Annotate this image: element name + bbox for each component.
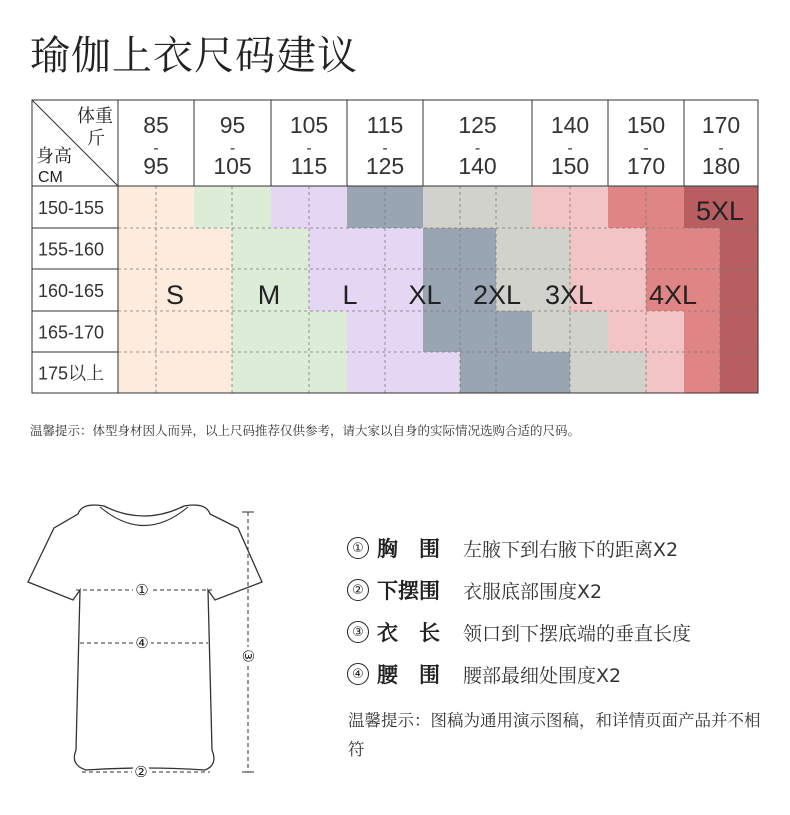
size-cell-3XL	[570, 186, 608, 228]
size-cell-L	[385, 352, 423, 393]
size-cell-3XL	[570, 228, 608, 269]
corner-weight-label: 体重	[77, 106, 113, 126]
waist-marker: ④	[135, 634, 149, 652]
weight-to: 150	[550, 153, 590, 179]
size-cell-S	[194, 311, 232, 352]
legend-item-chest	[347, 527, 691, 569]
legend-item-waist	[347, 653, 691, 695]
size-cell-XL	[496, 352, 532, 393]
measurement-legend	[347, 527, 691, 695]
size-cell-S	[118, 311, 156, 352]
size-cell-L	[423, 352, 460, 393]
size-cell-3XL	[646, 311, 684, 352]
weight-to: 95	[143, 153, 169, 179]
hem-marker: ②	[134, 763, 148, 781]
size-cell-M	[271, 228, 309, 269]
size-cell-S	[194, 352, 232, 393]
size-cell-S	[156, 311, 194, 352]
weight-from: 125	[458, 112, 497, 138]
size-cell-5XL	[720, 352, 758, 393]
size-cell-M	[232, 352, 271, 393]
size-cell-2XL	[532, 228, 570, 269]
size-cell-L	[385, 228, 423, 269]
size-cell-L	[347, 311, 385, 352]
weight-sep: -	[474, 140, 481, 157]
weight-to: 170	[626, 153, 666, 179]
weight-sep: -	[718, 140, 724, 157]
weight-header	[458, 112, 496, 179]
size-cell-XL	[423, 228, 460, 269]
size-cell-L	[309, 186, 347, 228]
corner-height-unit: CM	[38, 169, 63, 186]
size-cell-L	[309, 269, 347, 311]
chest-marker: ①	[135, 581, 149, 599]
weight-sep: -	[567, 140, 573, 157]
shirt-diagram	[0, 500, 330, 800]
height-row-label: 160-165	[38, 281, 105, 301]
weight-header	[213, 112, 251, 179]
legend-num: ②	[347, 579, 369, 601]
size-cell-S	[156, 186, 194, 228]
size-label-4XL: 4XL	[648, 280, 698, 310]
legend-desc: 腰部最细处围度X2	[463, 664, 622, 687]
weight-from: 95	[219, 112, 246, 138]
size-label-S: S	[165, 280, 185, 310]
weight-from: 115	[366, 112, 404, 138]
size-cell-3XL	[608, 311, 646, 352]
size-label-3XL: 3XL	[544, 280, 594, 310]
size-cell-M	[309, 311, 347, 352]
weight-to: 140	[458, 153, 497, 179]
size-cell-3XL	[532, 186, 570, 228]
size-cell-L	[347, 228, 385, 269]
size-cell-4XL	[684, 352, 720, 393]
weight-header	[366, 112, 404, 179]
height-row-label: 150-155	[38, 198, 105, 218]
size-cell-XL	[460, 228, 496, 269]
size-cell-M	[232, 228, 271, 269]
weight-to: 115	[290, 153, 328, 179]
weight-sep: -	[643, 140, 649, 157]
legend-label: 下摆围	[377, 579, 440, 603]
size-cell-M	[232, 186, 271, 228]
size-cell-S	[194, 228, 232, 269]
size-cell-2XL	[496, 228, 532, 269]
height-row-label: 165-170	[38, 322, 105, 343]
size-cell-M	[271, 311, 309, 352]
size-cell-L	[347, 352, 385, 393]
size-cell-4XL	[608, 186, 646, 228]
size-label-XL: XL	[408, 280, 442, 310]
legend-desc: 领口到下摆底端的垂直长度	[463, 622, 692, 645]
size-chart	[0, 98, 790, 398]
size-cell-2XL	[570, 352, 608, 393]
size-note: 温馨提示：体型身材因人而异，以上尺码推荐仅供参考，请大家以自身的实际情况选购合适的尺码。	[30, 423, 581, 438]
weight-header	[551, 112, 589, 179]
size-cell-XL	[385, 186, 423, 228]
legend-desc: 衣服底部围度X2	[463, 580, 603, 603]
size-cell-S	[156, 228, 194, 269]
size-cell-2XL	[608, 352, 646, 393]
size-cell-M	[232, 311, 271, 352]
size-cell-4XL	[684, 228, 720, 269]
size-cell-4XL	[684, 311, 720, 352]
weight-from: 170	[701, 112, 741, 138]
size-cell-XL	[496, 311, 532, 352]
weight-sep: -	[306, 140, 312, 157]
size-cell-S	[156, 352, 194, 393]
weight-header	[290, 112, 328, 179]
size-cell-3XL	[608, 228, 646, 269]
size-label-M: M	[257, 280, 281, 310]
size-cell-5XL	[720, 228, 758, 269]
size-cell-XL	[347, 186, 385, 228]
legend-num: ①	[347, 537, 369, 559]
size-cell-5XL	[720, 269, 758, 311]
legend-label: 胸 围	[377, 537, 440, 561]
size-cell-S	[194, 269, 232, 311]
size-cell-M	[194, 186, 232, 228]
size-cell-XL	[460, 352, 496, 393]
size-cell-3XL	[608, 269, 646, 311]
weight-sep: -	[382, 140, 388, 157]
size-cell-S	[118, 186, 156, 228]
size-cell-2XL	[532, 311, 570, 352]
weight-from: 150	[626, 112, 666, 138]
weight-header	[627, 112, 665, 179]
size-cell-M	[309, 352, 347, 393]
legend-item-length	[347, 611, 691, 653]
size-cell-4XL	[646, 228, 684, 269]
length-marker: ③	[239, 649, 257, 663]
legend-label: 腰 围	[377, 663, 440, 687]
size-cell-L	[385, 311, 423, 352]
legend-num: ③	[347, 621, 369, 643]
size-cell-S	[118, 269, 156, 311]
size-cell-L	[271, 186, 309, 228]
size-cell-4XL	[646, 186, 684, 228]
weight-to: 105	[213, 153, 252, 179]
weight-from: 140	[550, 112, 590, 138]
corner-weight-unit: 斤	[87, 128, 105, 148]
size-cell-2XL	[460, 186, 496, 228]
size-cell-S	[118, 228, 156, 269]
size-cell-3XL	[646, 352, 684, 393]
size-cell-L	[309, 228, 347, 269]
legend-desc: 左腋下到右腋下的距离X2	[463, 538, 679, 561]
size-cell-5XL	[720, 311, 758, 352]
size-label-2XL: 2XL	[472, 280, 522, 310]
height-row-label: 175以上	[38, 363, 105, 384]
height-row-label: 155-160	[38, 239, 105, 260]
weight-to: 180	[701, 153, 741, 179]
corner-height-label: 身高	[36, 146, 72, 166]
weight-from: 105	[289, 112, 329, 138]
size-cell-2XL	[423, 186, 460, 228]
weight-header	[702, 112, 740, 179]
size-cell-XL	[423, 311, 460, 352]
diagram-tip: 温馨提示：图稿为通用演示图稿，和详情页面产品并不相符	[348, 711, 761, 759]
legend-item-hem	[347, 569, 691, 611]
weight-from: 85	[143, 112, 169, 138]
size-label-L: L	[342, 280, 358, 310]
size-cell-2XL	[570, 311, 608, 352]
page-title: 瑜伽上衣尺码建议	[30, 33, 358, 79]
size-label-5XL: 5XL	[695, 196, 745, 226]
size-cell-M	[271, 352, 309, 393]
size-cell-XL	[532, 352, 570, 393]
weight-to: 125	[365, 153, 405, 179]
weight-sep: -	[229, 140, 236, 157]
weight-sep: -	[153, 140, 159, 157]
legend-label: 衣 长	[377, 621, 440, 645]
legend-num: ④	[347, 663, 369, 685]
size-cell-XL	[460, 311, 496, 352]
size-cell-2XL	[496, 186, 532, 228]
weight-header	[143, 112, 169, 179]
size-cell-S	[118, 352, 156, 393]
